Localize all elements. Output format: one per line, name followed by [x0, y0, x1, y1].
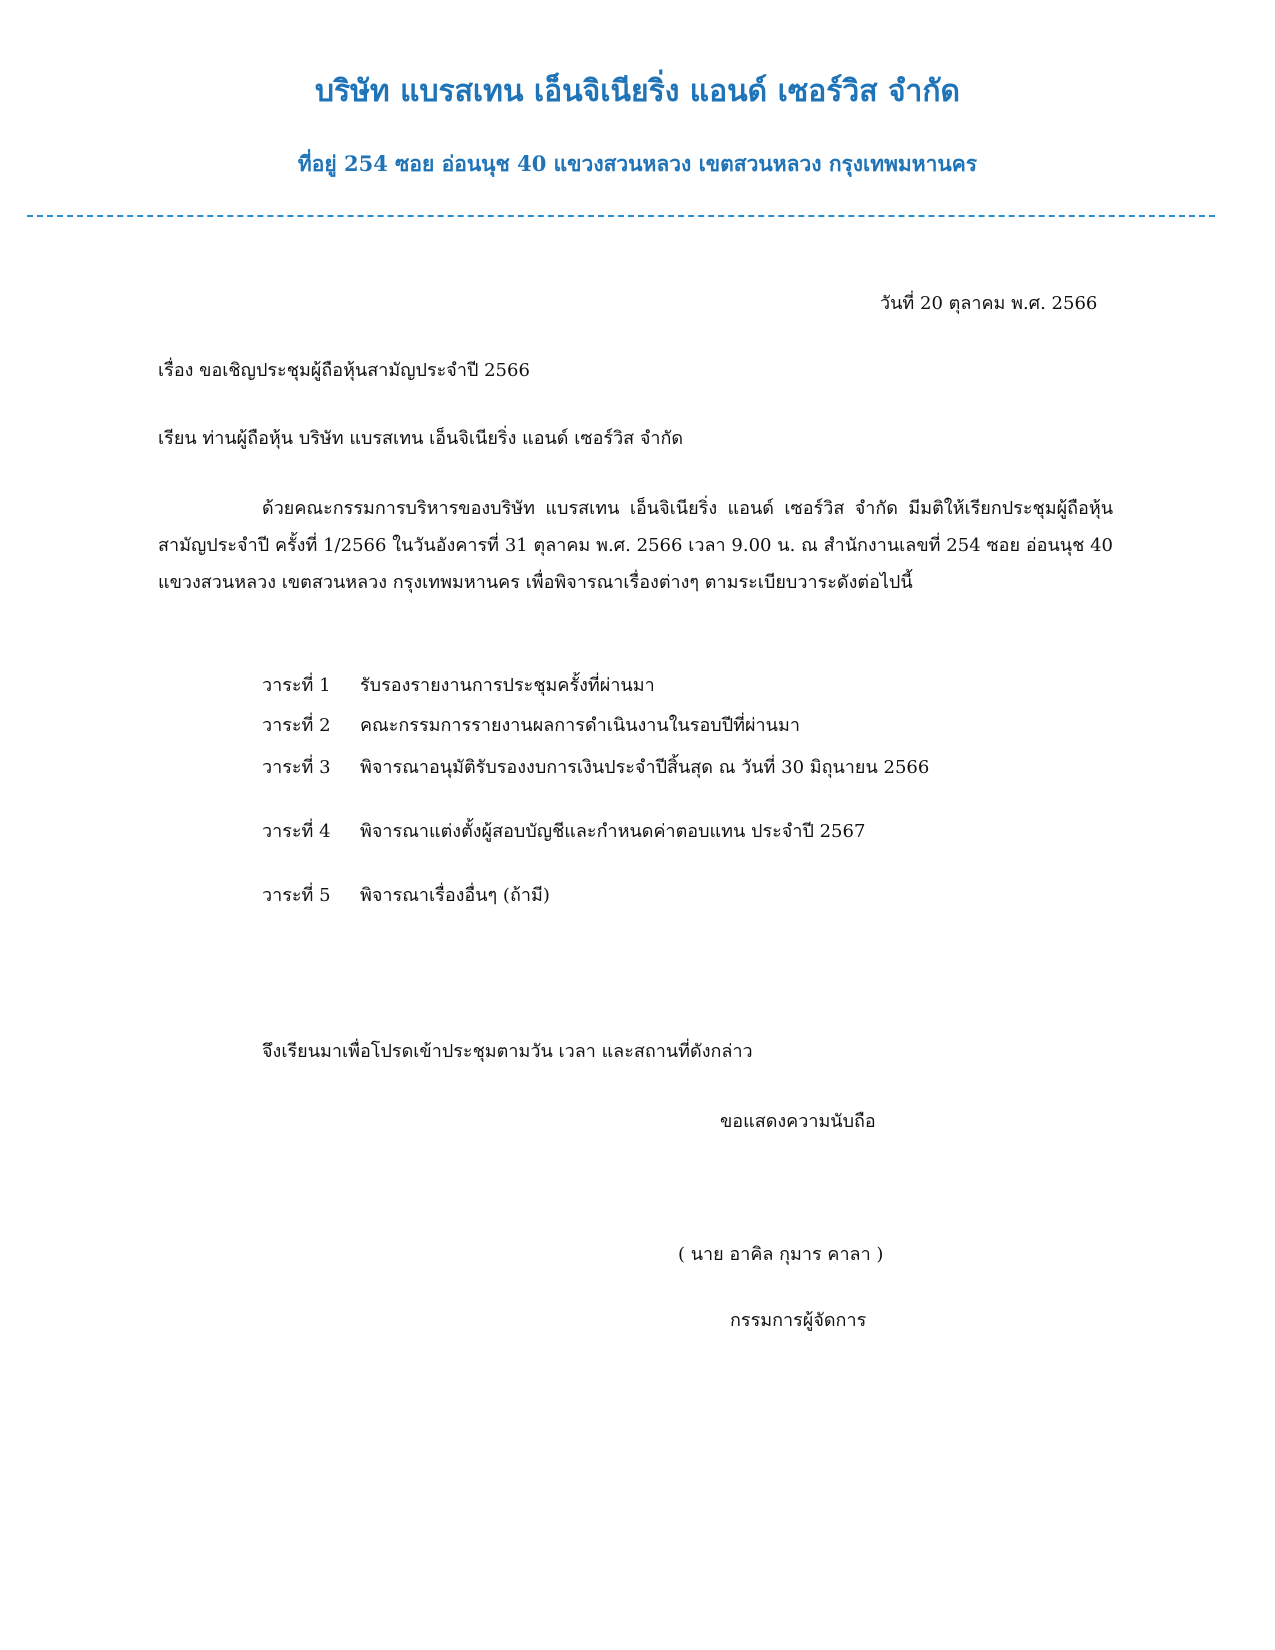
- regards-line: ขอแสดงความนับถือ: [720, 1111, 876, 1132]
- agenda-text: คณะกรรมการรายงานผลการดำเนินงานในรอบปีที่ผ่านมา: [360, 715, 800, 736]
- letter-subject: เรื่อง ขอเชิญประชุมผู้ถือหุ้นสามัญประจำปี 2566: [158, 360, 530, 381]
- agenda-item: [262, 752, 929, 781]
- agenda-item: [262, 816, 865, 845]
- agenda-item: [262, 880, 550, 909]
- agenda-item: [262, 670, 655, 699]
- signer-position: กรรมการผู้จัดการ: [730, 1310, 867, 1331]
- letter-body: ด้วยคณะกรรมการบริหารของบริษัท แบรสเทน เอ็นจิเนียริ่ง แอนด์ เซอร์วิส จำกัด มีมติให้เรียกประชุมผู้ถือหุ้นสามัญประจำปี ครั้งที่ 1/2566 ในวันอังคารที่ 31 ตุลาคม พ.ศ. 2566 เวลา 9.00 น. ณ สำนักงานเลขที่ 254 ซอย อ่อนนุช 40 แขวงสวนหลวง เขตสวนหลวง กรุงเทพมหานคร เพื่อพิจารณาเรื่องต่างๆ ตามระเบียบวาระดังต่อไปนี้: [158, 498, 1113, 593]
- closing-sentence: จึงเรียนมาเพื่อโปรดเข้าประชุมตามวัน เวลา และสถานที่ดังกล่าว: [262, 1041, 753, 1062]
- agenda-number: วาระที่ 1: [262, 675, 331, 696]
- agenda-text: พิจารณาอนุมัติรับรองงบการเงินประจำปีสิ้นสุด ณ วันที่ 30 มิถุนายน 2566: [360, 757, 930, 778]
- agenda-text: พิจารณาเรื่องอื่นๆ (ถ้ามี): [360, 885, 550, 906]
- agenda-number: วาระที่ 5: [262, 885, 331, 906]
- signer-name: ( นาย อาคิล กุมาร คาลา ): [678, 1244, 884, 1265]
- agenda-number: วาระที่ 2: [262, 715, 331, 736]
- company-address: ที่อยู่ 254 ซอย อ่อนนุช 40 แขวงสวนหลวง เขตสวนหลวง กรุงเทพมหานคร: [297, 151, 978, 176]
- header-divider: [27, 215, 1215, 217]
- letter-salutation: เรียน ท่านผู้ถือหุ้น บริษัท แบรสเทน เอ็นจิเนียริ่ง แอนด์ เซอร์วิส จำกัด: [158, 428, 684, 449]
- company-name: บริษัท แบรสเทน เอ็นจิเนียริ่ง แอนด์ เซอร์วิส จำกัด: [314, 74, 961, 109]
- agenda-item: [262, 710, 800, 739]
- agenda-text: รับรองรายงานการประชุมครั้งที่ผ่านมา: [360, 675, 655, 696]
- agenda-number: วาระที่ 3: [262, 757, 331, 778]
- agenda-text: พิจารณาแต่งตั้งผู้สอบบัญชีและกำหนดค่าตอบแทน ประจำปี 2567: [360, 821, 866, 842]
- agenda-number: วาระที่ 4: [262, 821, 331, 842]
- letter-date: วันที่ 20 ตุลาคม พ.ศ. 2566: [880, 293, 1098, 314]
